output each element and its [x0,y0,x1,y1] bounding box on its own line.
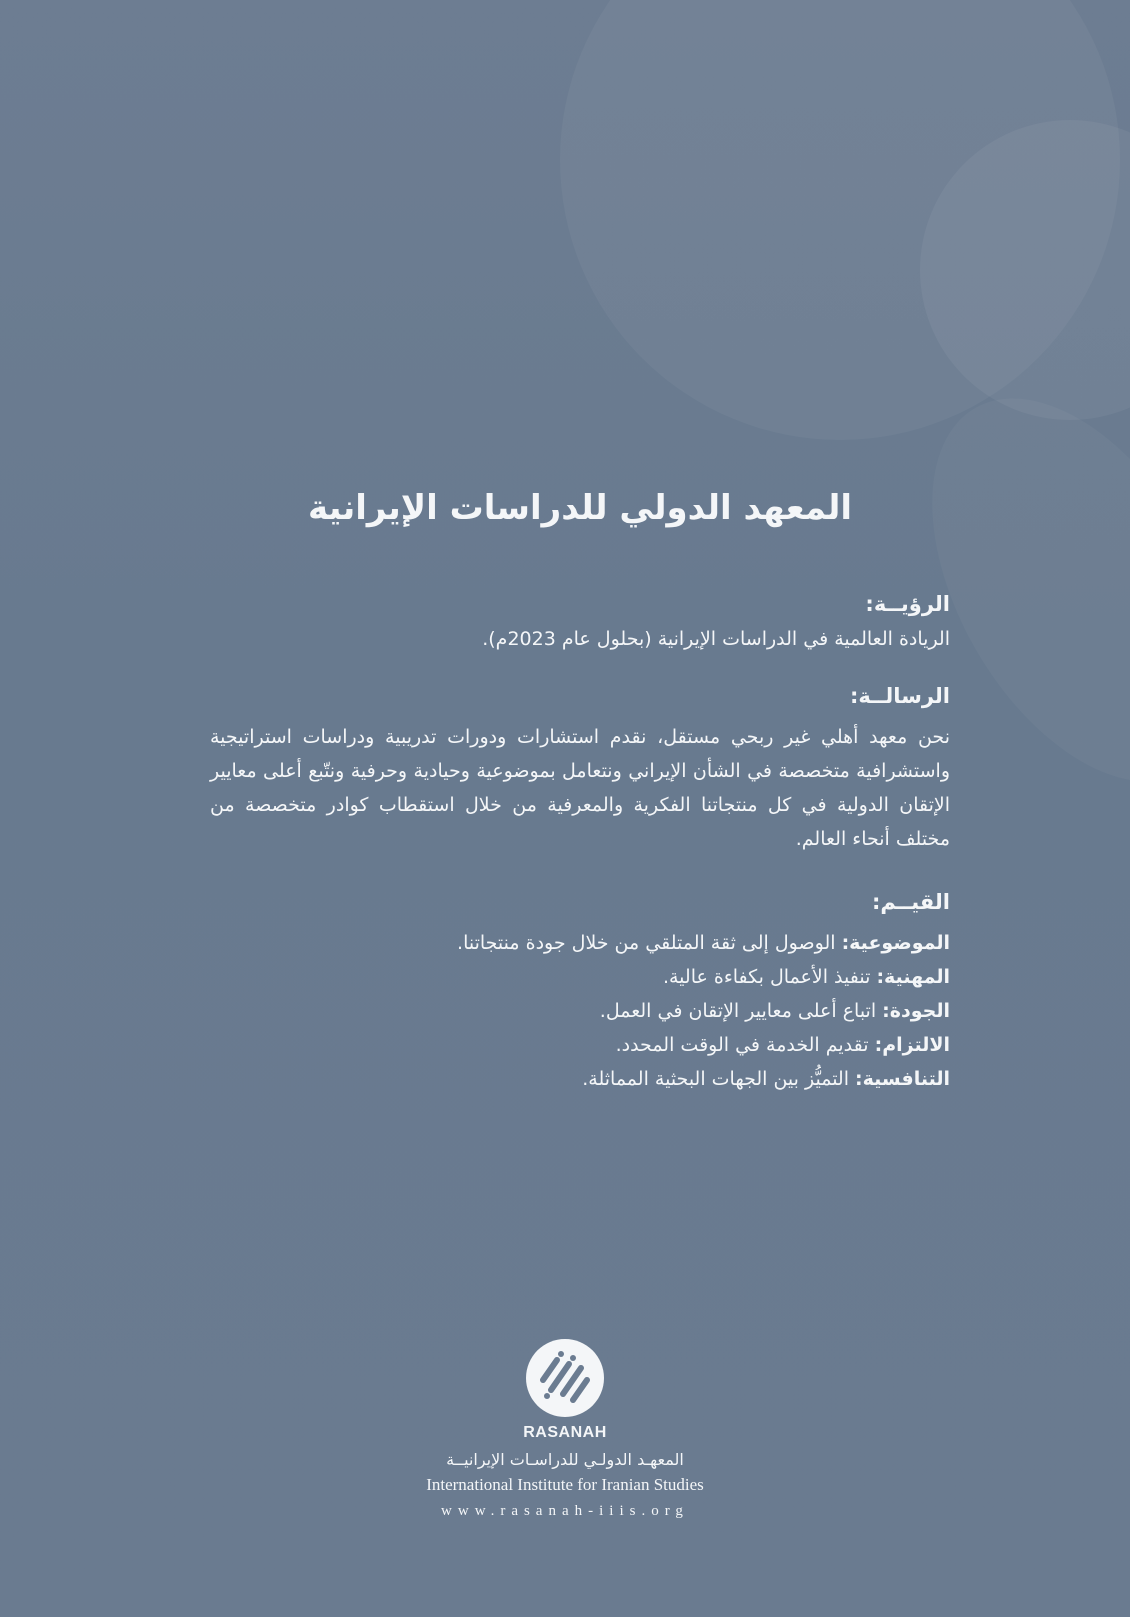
list-item [210,1062,950,1096]
cover-content [210,488,950,1096]
value-term: الجودة: [882,1000,950,1022]
values-list [210,926,950,1096]
vision-text: الريادة العالمية في الدراسات الإيرانية (بحلول عام 2023م). [482,628,950,650]
mission-heading: الرسالــة: [849,684,950,708]
value-text: تنفيذ الأعمال بكفاءة عالية. [662,966,877,988]
list-item [210,994,950,1028]
value-text: الوصول إلى ثقة المتلقي من خلال جودة منتجاتنا. [457,932,842,954]
list-item [210,1028,950,1062]
vision-heading: الرؤيــة: [865,592,950,616]
value-text: التميُّز بين الجهات البحثية المماثلة. [582,1068,856,1090]
organization-arabic-name: المعهـد الدولـي للدراسـات الإيرانيــة [446,1450,684,1469]
values-section [210,890,950,1096]
value-term: المهنية: [876,966,950,988]
rasanah-logo-icon [525,1338,605,1418]
list-item [210,926,950,960]
value-text: تقديم الخدمة في الوقت المحدد. [615,1034,875,1056]
website-url: www.rasanah-iiis.org [441,1503,689,1519]
value-term: التنافسية: [855,1068,950,1090]
vision-section [210,592,950,650]
value-term: الالتزام: [874,1034,950,1056]
mission-section [210,684,950,856]
list-item [210,960,950,994]
values-heading: القيــم: [872,890,950,914]
mission-text: نحن معهد أهلي غير ربحي مستقل، نقدم استشارات ودورات تدريبية ودراسات استراتيجية واستشرافية متخصصة في الشأن الإيراني ونتعامل بموضوعية وحيادية وحرفية ونتّبع أعلى معايير الإتقان الدولية في كل منتجاتنا الفكرية والمعرفية من خلال استقطاب كوادر متخصصة من مختلف أنحاء العالم. [210,726,950,850]
page-title: المعهد الدولي للدراسات الإيرانية [307,488,853,528]
footer [0,1338,1130,1520]
value-term: الموضوعية: [841,932,950,954]
value-text: اتباع أعلى معايير الإتقان في العمل. [599,1000,883,1022]
organization-name: RASANAH [523,1424,607,1441]
organization-english-name: International Institute for Iranian Studies [426,1475,704,1494]
